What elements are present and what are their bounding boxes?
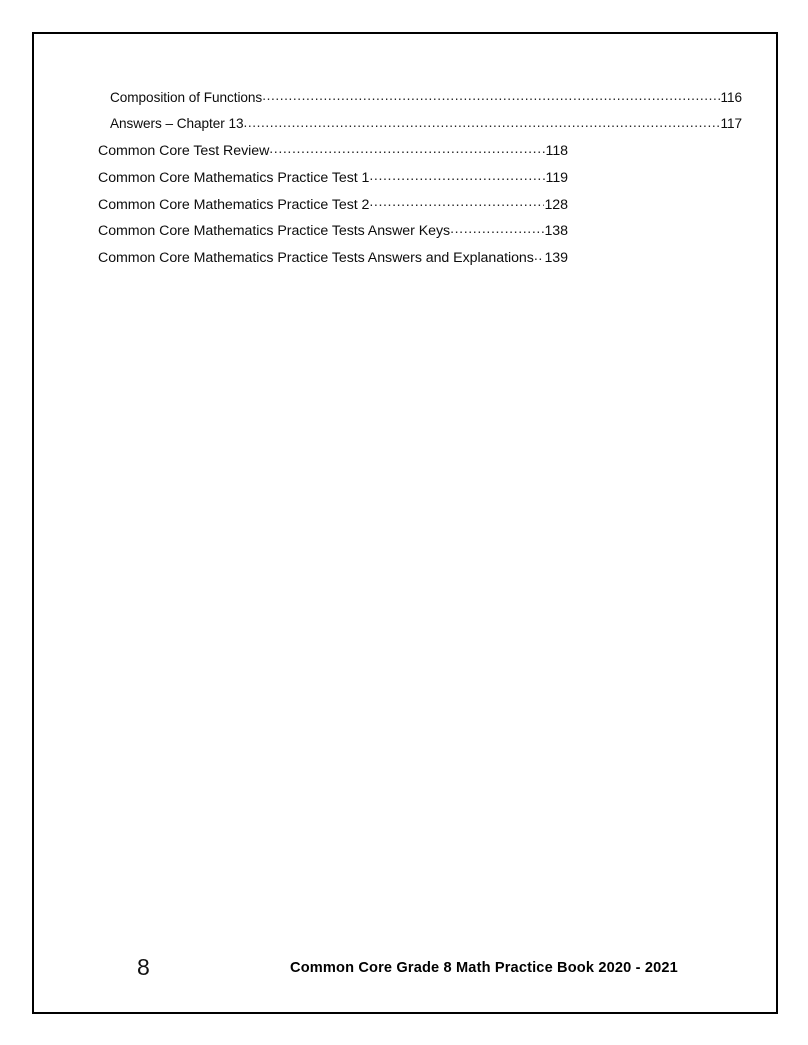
table-of-contents-list — [34, 88, 776, 274]
toc-entry-title: Common Core Mathematics Practice Tests Answer Keys — [98, 223, 451, 240]
toc-entry[interactable] — [34, 88, 776, 115]
toc-dot-leader — [450, 221, 544, 235]
toc-dot-leader — [534, 248, 544, 262]
toc-entry[interactable] — [34, 221, 776, 248]
toc-entry-title: Common Core Mathematics Practice Test 1 — [98, 169, 370, 186]
toc-entry[interactable] — [34, 115, 776, 142]
toc-entry-page-number: 138 — [544, 223, 568, 240]
toc-entry[interactable] — [34, 194, 776, 221]
toc-entry-title: Composition of Functions — [110, 89, 263, 105]
toc-dot-leader — [369, 168, 545, 182]
footer-book-title: Common Core Grade 8 Math Practice Book 2020 - 2021 — [290, 960, 678, 977]
toc-dot-leader — [244, 115, 720, 129]
toc-entry-title: Common Core Test Review — [98, 143, 270, 160]
toc-entry-title: Common Core Mathematics Practice Tests Answers and Explanations — [98, 249, 534, 266]
toc-entry-page-number: 139 — [544, 249, 568, 266]
toc-entry-page-number: 128 — [544, 196, 568, 213]
toc-entry-page-number: 117 — [720, 116, 742, 132]
page-footer — [34, 945, 776, 979]
toc-entry-page-number: 116 — [720, 89, 742, 105]
toc-dot-leader — [369, 194, 544, 208]
toc-entry[interactable] — [34, 168, 776, 195]
toc-entry[interactable] — [34, 141, 776, 168]
toc-entry-title: Answers – Chapter 13 — [110, 116, 244, 132]
toc-entry-title: Common Core Mathematics Practice Test 2 — [98, 196, 370, 213]
footer-page-number: 8 — [137, 954, 150, 980]
document-page — [32, 32, 778, 1014]
toc-dot-leader — [269, 141, 545, 155]
toc-entry[interactable] — [34, 248, 776, 275]
toc-dot-leader — [262, 88, 720, 102]
toc-entry-page-number: 119 — [545, 169, 568, 186]
toc-entry-page-number: 118 — [545, 143, 568, 160]
